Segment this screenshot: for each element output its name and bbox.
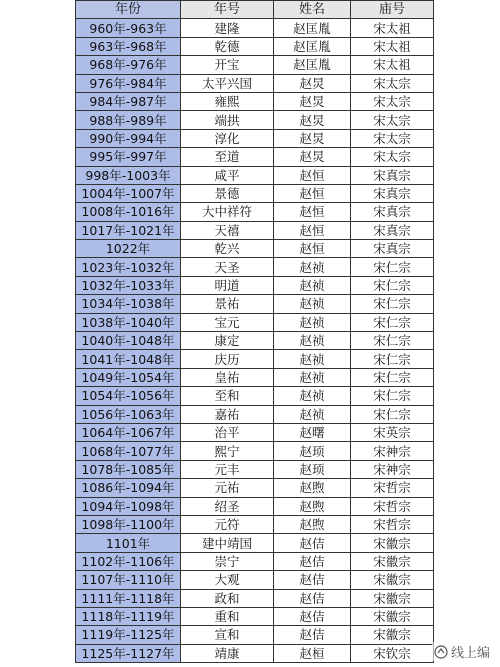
cell-temple: 宋神宗 bbox=[351, 442, 434, 460]
cell-name: 赵佶 bbox=[274, 607, 351, 625]
cell-temple: 宋太宗 bbox=[351, 129, 434, 147]
cell-temple: 宋仁宗 bbox=[351, 368, 434, 386]
cell-temple: 宋仁宗 bbox=[351, 258, 434, 276]
cell-temple: 宋徽宗 bbox=[351, 626, 434, 644]
cell-name: 赵佶 bbox=[274, 571, 351, 589]
cell-year: 1102年-1106年 bbox=[76, 552, 181, 570]
cell-year: 988年-989年 bbox=[76, 111, 181, 129]
cell-name: 赵炅 bbox=[274, 148, 351, 166]
cell-era: 康定 bbox=[181, 332, 274, 350]
table-row bbox=[76, 442, 434, 460]
header-era: 年号 bbox=[181, 1, 274, 19]
cell-temple: 宋真宗 bbox=[351, 240, 434, 258]
table-row bbox=[76, 350, 434, 368]
cell-year: 1017年-1021年 bbox=[76, 221, 181, 239]
cell-name: 赵煦 bbox=[274, 515, 351, 533]
cell-era: 至道 bbox=[181, 148, 274, 166]
table-row bbox=[76, 332, 434, 350]
cell-temple: 宋真宗 bbox=[351, 203, 434, 221]
cell-year: 990年-994年 bbox=[76, 129, 181, 147]
cell-year: 1040年-1048年 bbox=[76, 332, 181, 350]
cell-era: 雍熙 bbox=[181, 92, 274, 110]
cell-year: 1101年 bbox=[76, 534, 181, 552]
cell-era: 熙宁 bbox=[181, 442, 274, 460]
cell-era: 崇宁 bbox=[181, 552, 274, 570]
cell-temple: 宋哲宗 bbox=[351, 515, 434, 533]
cell-year: 1064年-1067年 bbox=[76, 423, 181, 441]
cell-era: 明道 bbox=[181, 276, 274, 294]
table-row bbox=[76, 552, 434, 570]
cell-year: 1038年-1040年 bbox=[76, 313, 181, 331]
cell-year: 995年-997年 bbox=[76, 148, 181, 166]
cell-temple: 宋太宗 bbox=[351, 111, 434, 129]
table-row bbox=[76, 534, 434, 552]
table-row bbox=[76, 644, 434, 662]
cell-year: 1034年-1038年 bbox=[76, 295, 181, 313]
cell-year: 1041年-1048年 bbox=[76, 350, 181, 368]
cell-name: 赵恒 bbox=[274, 221, 351, 239]
table-row bbox=[76, 607, 434, 625]
cell-temple: 宋真宗 bbox=[351, 166, 434, 184]
watermark bbox=[432, 642, 492, 661]
cell-temple: 宋太祖 bbox=[351, 56, 434, 74]
table-row bbox=[76, 589, 434, 607]
cell-temple: 宋太祖 bbox=[351, 37, 434, 55]
cell-name: 赵恒 bbox=[274, 203, 351, 221]
cell-temple: 宋神宗 bbox=[351, 460, 434, 478]
cell-temple: 宋仁宗 bbox=[351, 332, 434, 350]
cell-name: 赵祯 bbox=[274, 405, 351, 423]
table-row bbox=[76, 479, 434, 497]
cell-name: 赵佶 bbox=[274, 552, 351, 570]
cell-temple: 宋真宗 bbox=[351, 184, 434, 202]
cell-temple: 宋哲宗 bbox=[351, 497, 434, 515]
table-row bbox=[76, 313, 434, 331]
cell-temple: 宋仁宗 bbox=[351, 387, 434, 405]
table-row bbox=[76, 368, 434, 386]
cell-era: 大中祥符 bbox=[181, 203, 274, 221]
cell-year: 998年-1003年 bbox=[76, 166, 181, 184]
table-row bbox=[76, 258, 434, 276]
table-row bbox=[76, 240, 434, 258]
cell-era: 宝元 bbox=[181, 313, 274, 331]
cell-year: 1032年-1033年 bbox=[76, 276, 181, 294]
table-row bbox=[76, 19, 434, 37]
cell-temple: 宋仁宗 bbox=[351, 295, 434, 313]
cell-temple: 宋真宗 bbox=[351, 221, 434, 239]
cell-name: 赵恒 bbox=[274, 240, 351, 258]
cell-era: 景祐 bbox=[181, 295, 274, 313]
cell-year: 1119年-1125年 bbox=[76, 626, 181, 644]
cell-name: 赵炅 bbox=[274, 74, 351, 92]
table-row bbox=[76, 203, 434, 221]
table-row bbox=[76, 148, 434, 166]
table-body bbox=[76, 19, 434, 663]
cell-temple: 宋仁宗 bbox=[351, 313, 434, 331]
cell-temple: 宋仁宗 bbox=[351, 276, 434, 294]
cell-era: 端拱 bbox=[181, 111, 274, 129]
cell-name: 赵祯 bbox=[274, 295, 351, 313]
cell-temple: 宋太祖 bbox=[351, 19, 434, 37]
cell-name: 赵祯 bbox=[274, 368, 351, 386]
cell-name: 赵恒 bbox=[274, 184, 351, 202]
cell-year: 1022年 bbox=[76, 240, 181, 258]
cell-era: 建中靖国 bbox=[181, 534, 274, 552]
cell-era: 元丰 bbox=[181, 460, 274, 478]
cell-era: 乾兴 bbox=[181, 240, 274, 258]
cell-name: 赵桓 bbox=[274, 644, 351, 662]
header-temple: 庙号 bbox=[351, 1, 434, 19]
cell-name: 赵顼 bbox=[274, 460, 351, 478]
cell-year: 1107年-1110年 bbox=[76, 571, 181, 589]
table-row bbox=[76, 276, 434, 294]
table-row bbox=[76, 515, 434, 533]
cell-name: 赵祯 bbox=[274, 313, 351, 331]
table-row bbox=[76, 184, 434, 202]
cell-name: 赵煦 bbox=[274, 497, 351, 515]
cell-era: 嘉祐 bbox=[181, 405, 274, 423]
cell-era: 天禧 bbox=[181, 221, 274, 239]
cell-era: 大观 bbox=[181, 571, 274, 589]
cell-temple: 宋钦宗 bbox=[351, 644, 434, 662]
cell-name: 赵祯 bbox=[274, 387, 351, 405]
cell-temple: 宋太宗 bbox=[351, 92, 434, 110]
cell-name: 赵顼 bbox=[274, 442, 351, 460]
cell-year: 1078年-1085年 bbox=[76, 460, 181, 478]
table-row bbox=[76, 497, 434, 515]
cell-year: 1068年-1077年 bbox=[76, 442, 181, 460]
cell-era: 开宝 bbox=[181, 56, 274, 74]
cell-temple: 宋徽宗 bbox=[351, 571, 434, 589]
table-row bbox=[76, 626, 434, 644]
header-name: 姓名 bbox=[274, 1, 351, 19]
cell-name: 赵炅 bbox=[274, 92, 351, 110]
cell-name: 赵祯 bbox=[274, 276, 351, 294]
cell-year: 1125年-1127年 bbox=[76, 644, 181, 662]
cell-era: 景德 bbox=[181, 184, 274, 202]
table-row bbox=[76, 111, 434, 129]
cell-name: 赵匡胤 bbox=[274, 19, 351, 37]
cell-year: 984年-987年 bbox=[76, 92, 181, 110]
table-row bbox=[76, 405, 434, 423]
cell-temple: 宋仁宗 bbox=[351, 350, 434, 368]
cell-year: 1054年-1056年 bbox=[76, 387, 181, 405]
table-row bbox=[76, 92, 434, 110]
watermark-text: 线上编 bbox=[450, 646, 490, 661]
table-row bbox=[76, 129, 434, 147]
cell-era: 元符 bbox=[181, 515, 274, 533]
table-row bbox=[76, 387, 434, 405]
cell-era: 咸平 bbox=[181, 166, 274, 184]
cell-era: 重和 bbox=[181, 607, 274, 625]
cell-name: 赵祯 bbox=[274, 258, 351, 276]
cell-era: 元祐 bbox=[181, 479, 274, 497]
cell-era: 治平 bbox=[181, 423, 274, 441]
cell-name: 赵匡胤 bbox=[274, 37, 351, 55]
cell-year: 1094年-1098年 bbox=[76, 497, 181, 515]
cell-era: 天圣 bbox=[181, 258, 274, 276]
cell-era: 乾德 bbox=[181, 37, 274, 55]
table-row bbox=[76, 37, 434, 55]
cell-name: 赵恒 bbox=[274, 166, 351, 184]
cell-era: 皇祐 bbox=[181, 368, 274, 386]
cell-year: 1086年-1094年 bbox=[76, 479, 181, 497]
cell-temple: 宋徽宗 bbox=[351, 589, 434, 607]
cell-era: 宣和 bbox=[181, 626, 274, 644]
cell-year: 968年-976年 bbox=[76, 56, 181, 74]
cell-temple: 宋哲宗 bbox=[351, 479, 434, 497]
cell-era: 淳化 bbox=[181, 129, 274, 147]
cell-era: 建隆 bbox=[181, 19, 274, 37]
cell-year: 1008年-1016年 bbox=[76, 203, 181, 221]
cell-temple: 宋太宗 bbox=[351, 74, 434, 92]
cell-year: 1098年-1100年 bbox=[76, 515, 181, 533]
cell-name: 赵佶 bbox=[274, 534, 351, 552]
cell-era: 绍圣 bbox=[181, 497, 274, 515]
cell-temple: 宋太宗 bbox=[351, 148, 434, 166]
cell-era: 靖康 bbox=[181, 644, 274, 662]
cell-year: 1056年-1063年 bbox=[76, 405, 181, 423]
cell-name: 赵炅 bbox=[274, 129, 351, 147]
song-era-table bbox=[75, 0, 434, 663]
table-row bbox=[76, 571, 434, 589]
cell-name: 赵祯 bbox=[274, 332, 351, 350]
cell-name: 赵曙 bbox=[274, 423, 351, 441]
table-row bbox=[76, 460, 434, 478]
cell-name: 赵佶 bbox=[274, 626, 351, 644]
cell-name: 赵佶 bbox=[274, 589, 351, 607]
cell-era: 太平兴国 bbox=[181, 74, 274, 92]
cell-era: 政和 bbox=[181, 589, 274, 607]
cell-temple: 宋徽宗 bbox=[351, 607, 434, 625]
cell-year: 963年-968年 bbox=[76, 37, 181, 55]
table-header-row bbox=[76, 1, 434, 19]
cell-temple: 宋仁宗 bbox=[351, 405, 434, 423]
cell-temple: 宋徽宗 bbox=[351, 534, 434, 552]
cell-year: 1118年-1119年 bbox=[76, 607, 181, 625]
table-row bbox=[76, 221, 434, 239]
table-row bbox=[76, 56, 434, 74]
cell-year: 960年-963年 bbox=[76, 19, 181, 37]
cell-year: 1023年-1032年 bbox=[76, 258, 181, 276]
cell-era: 庆历 bbox=[181, 350, 274, 368]
table-row bbox=[76, 74, 434, 92]
cell-temple: 宋英宗 bbox=[351, 423, 434, 441]
header-year: 年份 bbox=[76, 1, 181, 19]
cell-year: 1111年-1118年 bbox=[76, 589, 181, 607]
cell-year: 1049年-1054年 bbox=[76, 368, 181, 386]
table-row bbox=[76, 166, 434, 184]
cell-name: 赵祯 bbox=[274, 350, 351, 368]
table-row bbox=[76, 423, 434, 441]
cell-year: 976年-984年 bbox=[76, 74, 181, 92]
table-row bbox=[76, 295, 434, 313]
cell-era: 至和 bbox=[181, 387, 274, 405]
cell-name: 赵匡胤 bbox=[274, 56, 351, 74]
cell-name: 赵炅 bbox=[274, 111, 351, 129]
cell-name: 赵煦 bbox=[274, 479, 351, 497]
cell-temple: 宋徽宗 bbox=[351, 552, 434, 570]
watermark-logo-icon bbox=[434, 645, 448, 659]
cell-year: 1004年-1007年 bbox=[76, 184, 181, 202]
